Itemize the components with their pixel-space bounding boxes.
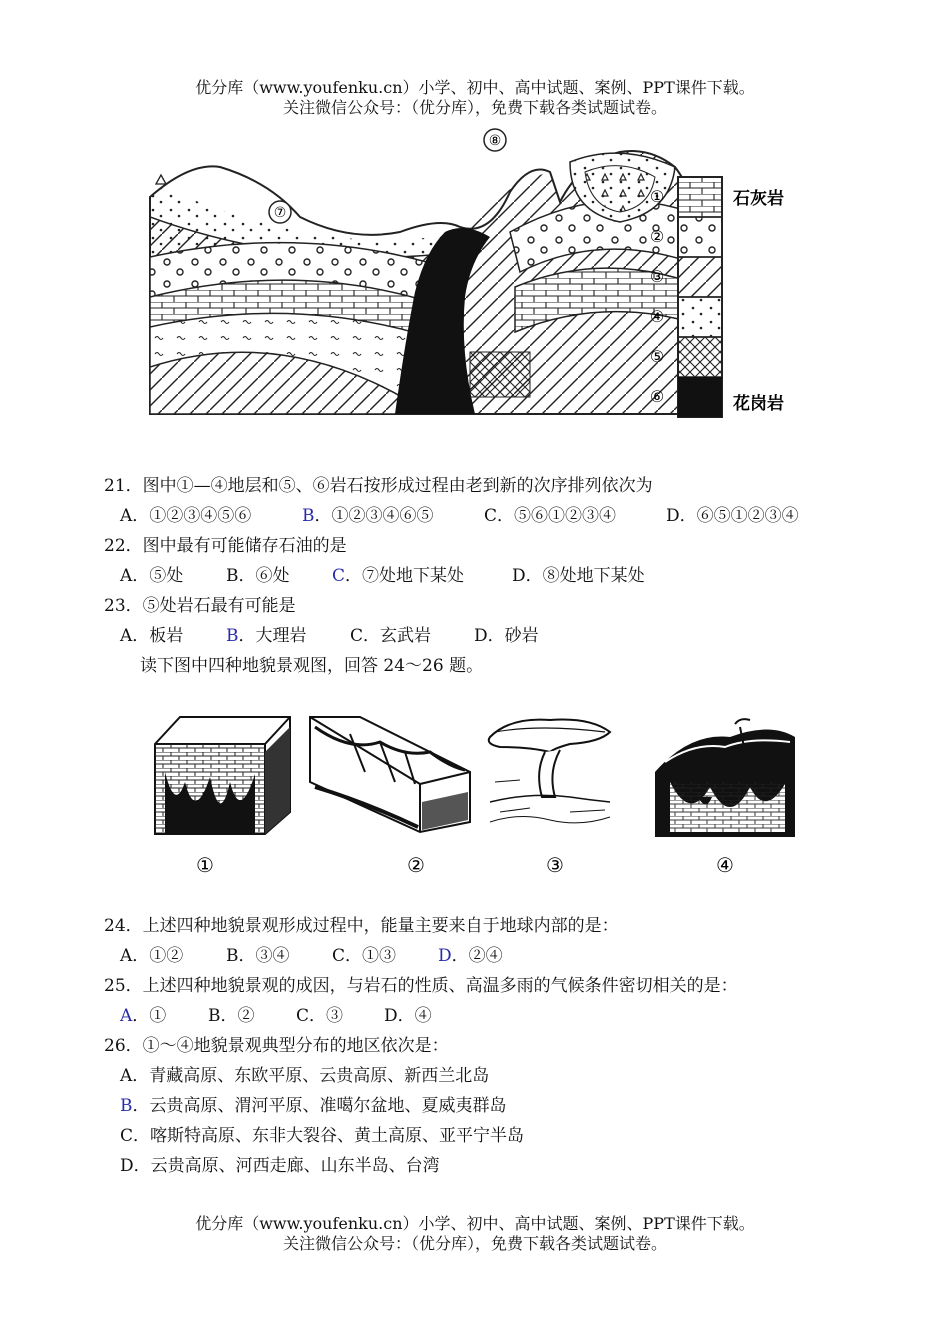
q26-option-c: C．喀斯特高原、东非大裂谷、黄土高原、亚平宁半岛 (120, 1126, 525, 1146)
q25-option-c: C．③ (296, 1006, 344, 1026)
figure2-label-3: ③ (546, 853, 564, 877)
svg-text:③: ③ (649, 267, 665, 286)
svg-text:①: ① (649, 187, 665, 206)
q23-stem: 23．⑤处岩石最有可能是 (104, 596, 296, 616)
figure2-label-4: ④ (716, 853, 734, 877)
q26-option-b: B．云贵高原、渭河平原、准噶尔盆地、夏威夷群岛 (120, 1096, 507, 1116)
legend-limestone: 石灰岩 (733, 189, 784, 209)
q25-stem: 25．上述四种地貌景观的成因，与岩石的性质、高温多雨的气候条件密切相关的是： (104, 976, 738, 996)
q22-option-b: B．⑥处 (226, 566, 290, 586)
q21-option-b: B．①②③④⑥⑤ (302, 506, 434, 526)
q21-option-a: A．①②③④⑤⑥ (120, 506, 252, 526)
q23-option-a: A．板岩 (120, 626, 184, 646)
q21-option-d: D．⑥⑤①②③④ (666, 506, 799, 526)
q25-option-b: B．② (208, 1006, 255, 1026)
header-line-2: 关注微信公众号：（优分库），免费下载各类试题试卷。 (282, 98, 667, 117)
header-line-1: 优分库（www.youfenku.cn）小学、初中、高中试题、案例、PPT课件下载。 (195, 78, 755, 97)
figure2-label-2: ② (407, 853, 425, 877)
q24-stem: 24．上述四种地貌景观形成过程中，能量主要来自于地球内部的是： (104, 916, 619, 936)
q26-stem: 26．①～④地貌景观典型分布的地区依次是： (104, 1036, 449, 1056)
q26-option-d: D．云贵高原、河西走廊、山东半岛、台湾 (120, 1156, 440, 1176)
figure2-label-1: ① (196, 853, 214, 877)
q26-option-a: A．青藏高原、东欧平原、云贵高原、新西兰北岛 (120, 1066, 490, 1086)
q22-option-a: A．⑤处 (120, 566, 184, 586)
geologic-cross-section-figure (130, 122, 820, 427)
q22-option-c: C．⑦处地下某处 (332, 566, 465, 586)
q23-option-c: C．玄武岩 (350, 626, 432, 646)
section-intro: 读下图中四种地貌景观图，回答 24～26 题。 (140, 656, 484, 676)
q22-stem: 22．图中最有可能储存石油的是 (104, 536, 347, 556)
q24-option-c: C．①③ (332, 946, 397, 966)
q25-option-a: A．① (120, 1006, 167, 1026)
q25-option-d: D．④ (384, 1006, 432, 1026)
q21-stem: 21．图中①—④地层和⑤、⑥岩石按形成过程由老到新的次序排列依次为 (104, 476, 653, 496)
footer-line-1: 优分库（www.youfenku.cn）小学、初中、高中试题、案例、PPT课件下载。 (195, 1214, 755, 1233)
q23-option-b: B．大理岩 (226, 626, 307, 646)
landform-1-karst-block (155, 717, 290, 834)
q21-option-c: C．⑤⑥①②③④ (484, 506, 617, 526)
landforms-figure (150, 712, 810, 882)
legend-granite: 花岗岩 (733, 394, 784, 414)
svg-text:②: ② (649, 227, 665, 246)
svg-text:⑥: ⑥ (649, 387, 665, 406)
q24-option-b: B．③④ (226, 946, 290, 966)
q24-option-d: D．②④ (438, 946, 503, 966)
svg-text:⑤: ⑤ (649, 347, 665, 366)
label-7: ⑦ (273, 205, 287, 221)
landform-4-volcanic-scene (655, 719, 795, 837)
q22-option-d: D．⑧处地下某处 (512, 566, 645, 586)
q23-option-d: D．砂岩 (474, 626, 539, 646)
label-8: ⑧ (488, 133, 502, 149)
svg-text:④: ④ (649, 307, 665, 326)
footer-line-2: 关注微信公众号：（优分库），免费下载各类试题试卷。 (282, 1234, 667, 1253)
landform-3-mushroom-rock (489, 720, 610, 823)
q24-option-a: A．①② (120, 946, 184, 966)
landform-2-rift-block (310, 717, 470, 832)
